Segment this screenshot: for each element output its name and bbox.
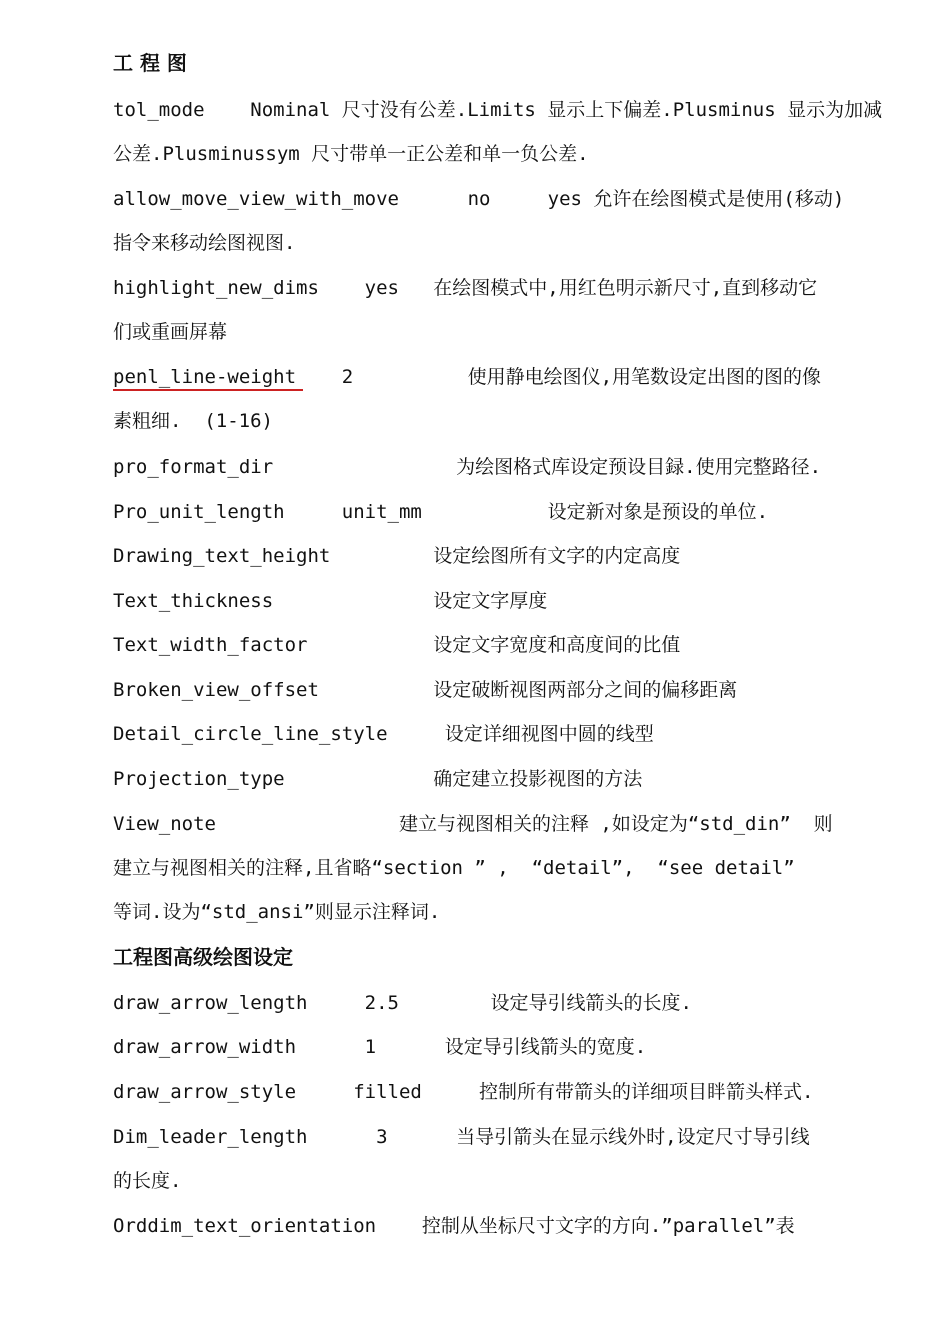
text-line: Dim_leader_length 3 当导引箭头在显示线外时,设定尺寸导引线 [113, 1126, 810, 1148]
text-line: draw_arrow_style filled 控制所有带箭头的详细项目眫箭头样式. [113, 1081, 814, 1103]
text-line: Broken_view_offset 设定破断视图两部分之间的偏移距离 [113, 679, 738, 701]
text-line: Projection_type 确定建立投影视图的方法 [113, 768, 643, 790]
text-line: 的长度. [113, 1170, 182, 1192]
text-line: Detail_circle_line_style 设定详细视图中圆的线型 [113, 723, 654, 745]
text-line: Text_thickness 设定文字厚度 [113, 590, 548, 612]
spellcheck-underline [113, 389, 303, 391]
text-line: 公差.Plusminussym 尺寸带单一正公差和单一负公差. [113, 143, 589, 165]
text-line: 们或重画屏幕 [113, 321, 228, 343]
text-line: Pro_unit_length unit_mm 设定新对象是预设的单位. [113, 501, 769, 523]
text-line: 素粗细. (1-16) [113, 410, 273, 432]
text-line: draw_arrow_length 2.5 设定导引线箭头的长度. [113, 992, 692, 1014]
text-line: penl_line-weight 2 使用静电绘图仪,用笔数设定出图的图的像 [113, 366, 822, 388]
text-line: pro_format_dir 为绘图格式库设定预设目録.使用完整路径. [113, 456, 822, 478]
text-line: Drawing_text_height 设定绘图所有文字的内定高度 [113, 545, 681, 567]
text-line: allow_move_view_with_move no yes 允许在绘图模式是使用(移动) [113, 188, 845, 210]
text-line: Orddim_text_orientation 控制从坐标尺寸文字的方向.”parallel”表 [113, 1215, 795, 1237]
section-heading-drawing: 工 程 图 [113, 51, 187, 75]
text-line: 等词.设为“std_ansi”则显示注释词. [113, 901, 441, 923]
text-line: 指令来移动绘图视图. [113, 232, 296, 254]
text-line: Text_width_factor 设定文字宽度和高度间的比值 [113, 634, 681, 656]
text-line: 建立与视图相关的注释,且省略“section ” , “detail”, “see detail” [113, 857, 795, 879]
text-line: tol_mode Nominal 尺寸没有公差.Limits 显示上下偏差.Plusminus 显示为加减 [113, 99, 883, 121]
text-line: highlight_new_dims yes 在绘图模式中,用红色明示新尺寸,直到移动它 [113, 277, 818, 299]
section-heading-advanced: 工程图高级绘图设定 [113, 945, 293, 969]
text-line: draw_arrow_width 1 设定导引线箭头的宽度. [113, 1036, 647, 1058]
text-line: View_note 建立与视图相关的注释 ,如设定为“std_din” 则 [113, 813, 833, 835]
